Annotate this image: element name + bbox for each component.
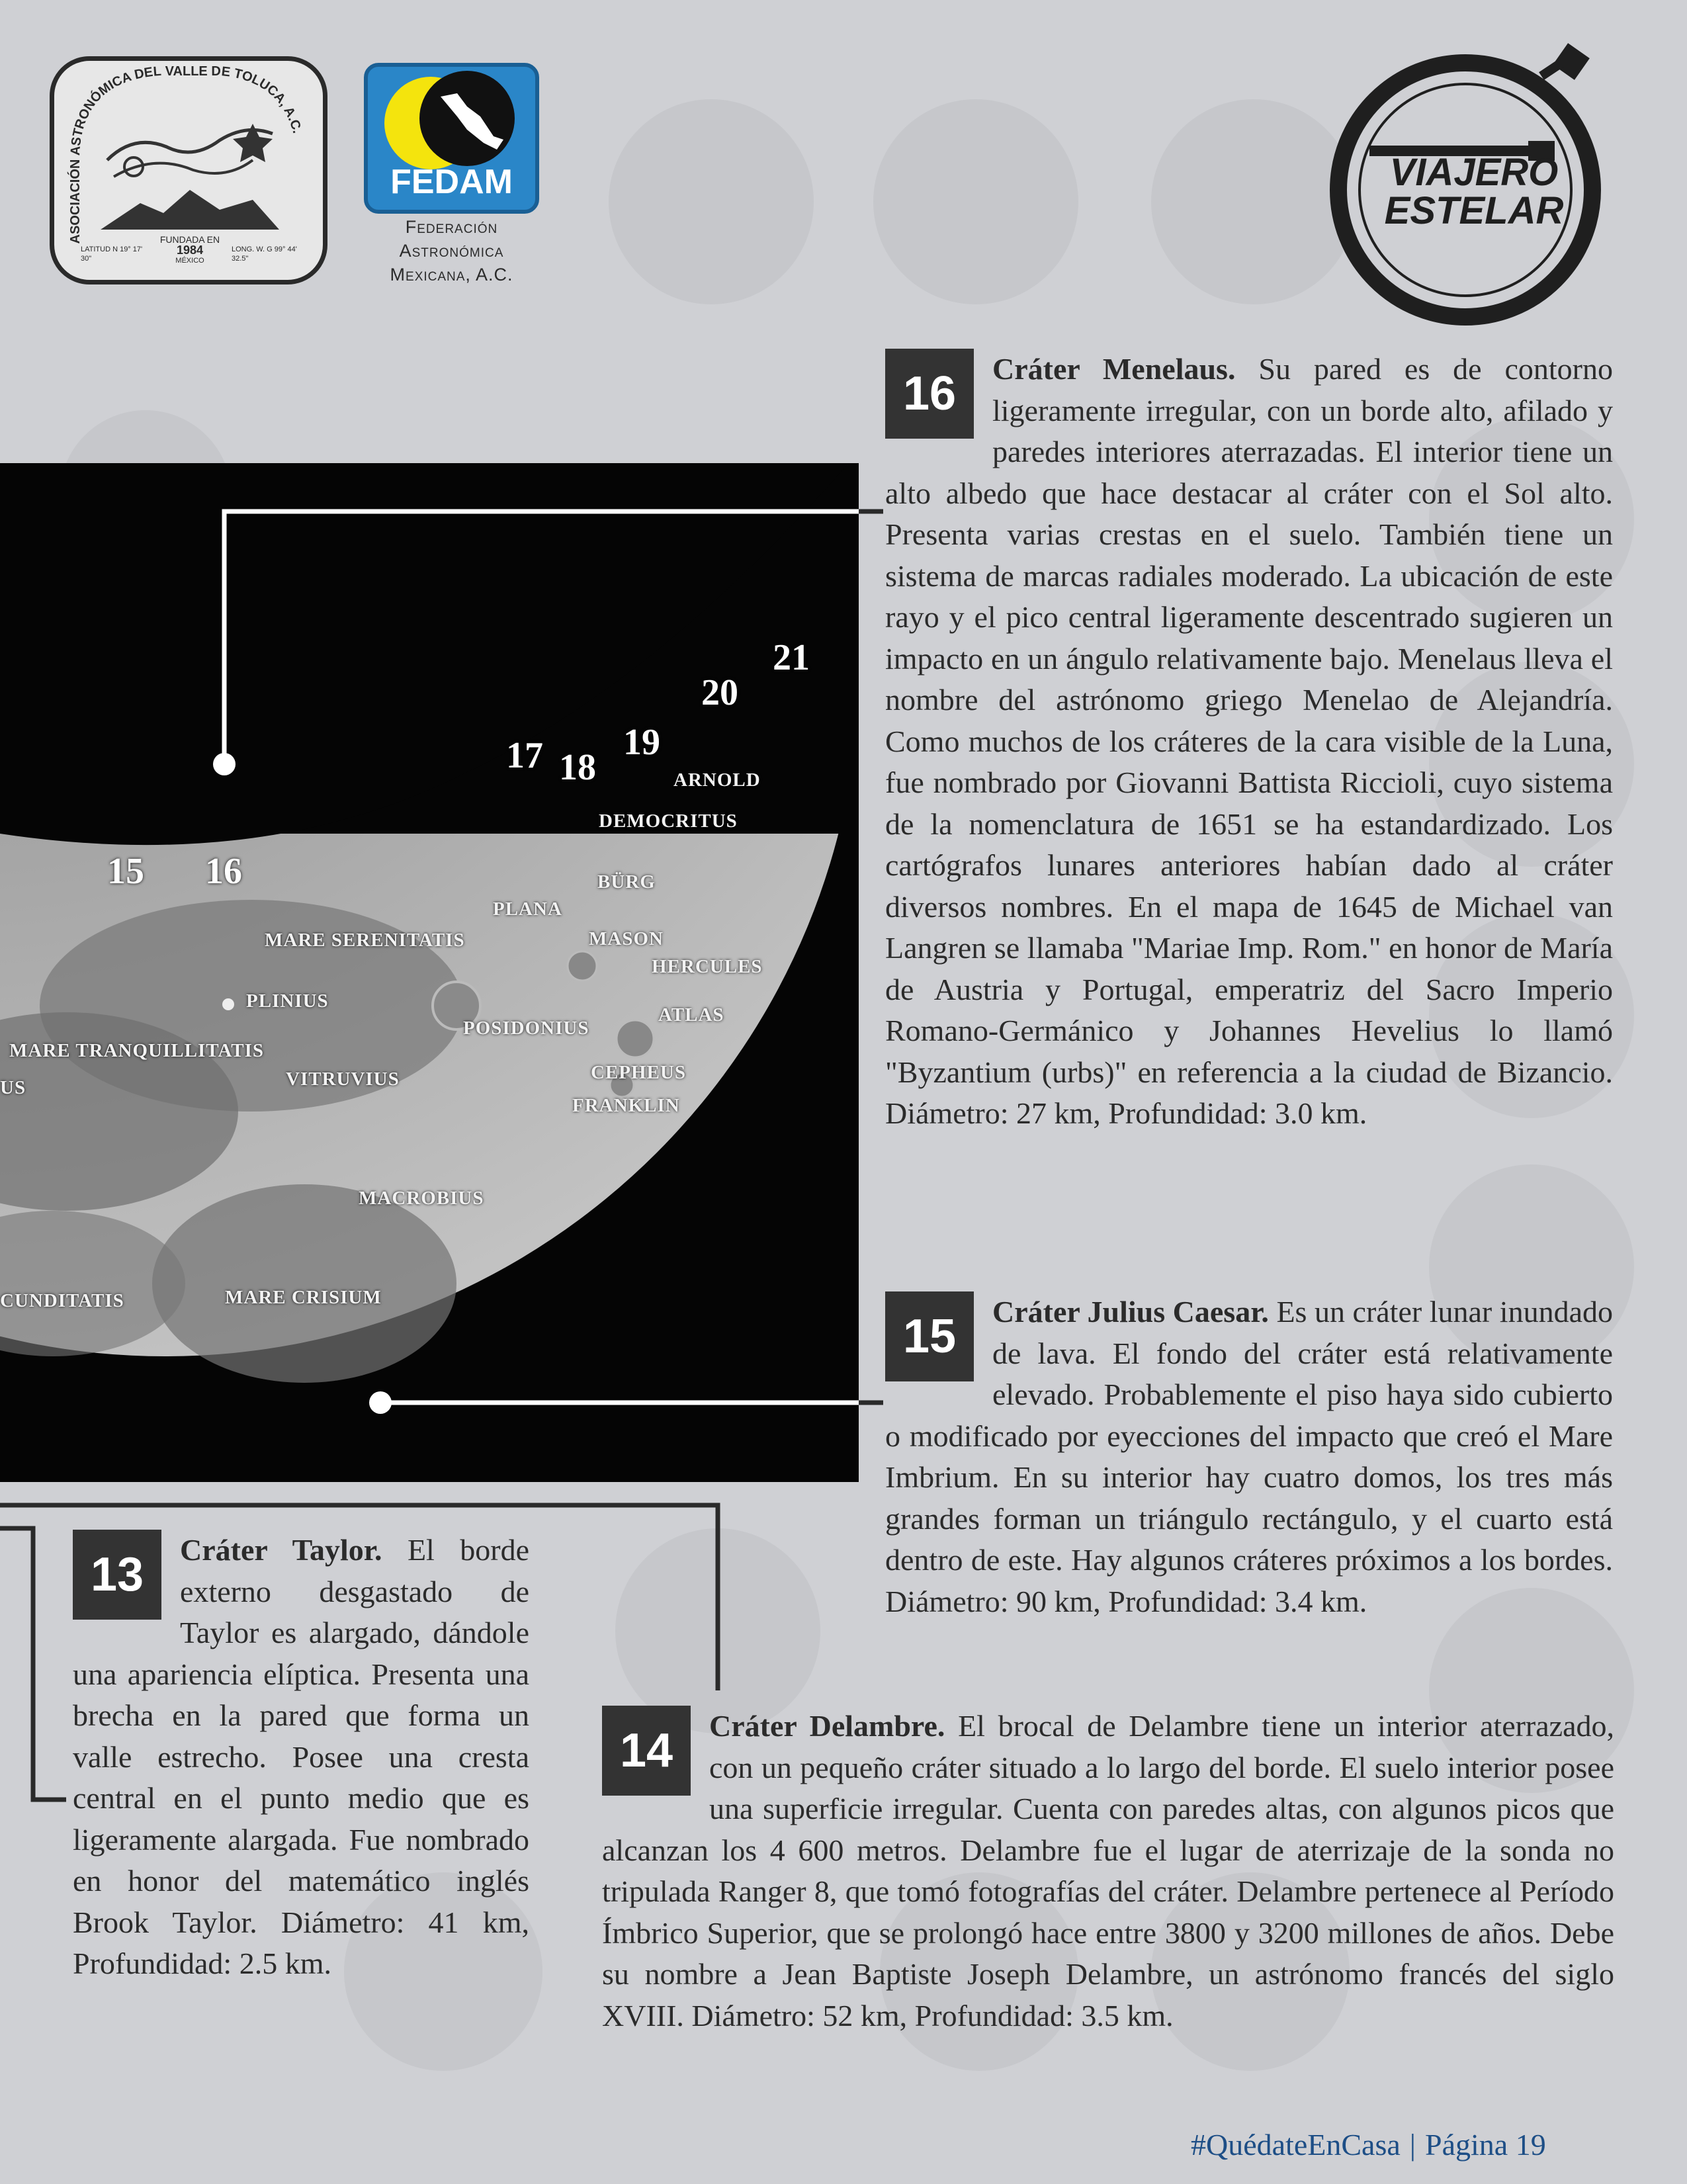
- page-footer: [1191, 2127, 1546, 2162]
- label-mason: MASON: [589, 928, 664, 949]
- label-burg: BÜRG: [597, 871, 656, 893]
- avt-founded-place: MÉXICO: [175, 257, 204, 265]
- entry-body-delambre: El brocal de Delambre tiene un interior aterrazado, con un pequeño cráter situado a lo largo del borde. El suelo interior posee una superficie irregular. Cuenta con paredes altas, con algunos picos que alcanzan los 4 600 metros. Delambre fue el lugar de aterrizaje de la sonda no tripulada Ranger 8, que tomó fotografías del cráter. Delambre pertenece al Período Ímbrico Superior, que se prolongó hace entre 3800 y 3200 millones de años. Debe su nombre a Jean Baptiste Joseph Delambre, un astrónomo francés del siglo XVIII. Diámetro: 52 km, Profundidad: 3.5 km.: [602, 1709, 1615, 2032]
- entry-title-taylor: Cráter Taylor.: [180, 1533, 382, 1567]
- label-cunditatis: CUNDITATIS: [0, 1290, 124, 1311]
- entry-body-menelaus: Su pared es de contorno ligeramente irregular, con un borde alto, afilado y paredes interiores aterrazadas. El interior tiene un alto albedo que hace destacar al cráter con el Sol alto. Presenta varias crestas en el suelo. También tiene un sistema de marcas radiales moderado. La ubicación de este rayo y el pico central ligeramente descentrado sugieren un impacto en un ángulo relativamente bajo. Menelaus lleva el nombre del astrónomo griego Menelao de Alejandría. Como muchos de los cráteres de la cara visible de la Luna, fue nombrado por Giovanni Battista Riccioli, cuyo sistema de la nomenclatura de 1651 se ha estandardizado. Los cartógrafos lunares anteriores habían dado al cráter diversos nombres. En el mapa de 1645 de Michael van Langren se llamaba "Mariae Imp. Rom." en honor de María de Austria y Portugal, emperatriz del Sacro Imperio Romano-Germánico y Johannes Hevelius lo llamó "Byzantium (urbs)" en referencia a la ciudad de Bizancio. Diámetro: 27 km, Profundidad: 3.0 km.: [885, 352, 1613, 1130]
- label-hercules: HERCULES: [652, 956, 763, 977]
- crater-number-15: 15: [107, 851, 144, 892]
- label-democritus: DEMOCRITUS: [599, 810, 738, 832]
- label-mare-serenitatis: MARE SERENITATIS: [265, 930, 465, 951]
- background-moon-decoration: [873, 99, 1078, 304]
- crater-number-21: 21: [773, 637, 810, 678]
- entry-body-taylor: El borde externo desgastado de Taylor es alargado, dándole una apariencia elíptica. Presenta una brecha en la pared que forma un valle estrecho. Posee una cresta central en el punto medio que es ligeramente alargada. Fue nombrado en honor del matemático inglés Brook Taylor. Diámetro: 41 km, Profundidad: 2.5 km.: [73, 1533, 529, 1980]
- badge-15: 15: [885, 1291, 974, 1381]
- entry-title-delambre: Cráter Delambre.: [709, 1709, 945, 1743]
- entry-julius-caesar: [885, 1291, 1613, 1622]
- entry-title-julius-caesar: Cráter Julius Caesar.: [992, 1295, 1269, 1329]
- label-plana: PLANA: [493, 898, 562, 920]
- background-moon-decoration: [609, 99, 814, 304]
- label-mare-tranquillitatis: MARE TRANQUILLITATIS: [9, 1040, 264, 1061]
- viajero-line-1: VIAJERO: [1389, 151, 1559, 194]
- label-arnold: ARNOLD: [673, 769, 761, 791]
- crater-number-18: 18: [559, 747, 596, 788]
- fedam-wordmark: FEDAM: [390, 163, 513, 201]
- avt-founded-year: 1984: [176, 243, 204, 257]
- crater-number-17: 17: [506, 735, 543, 776]
- entry-delambre: [602, 1706, 1614, 2036]
- label-cepheus: CEPHEUS: [591, 1062, 686, 1083]
- avt-ring-text: ASOCIACIÓN ASTRONÓMICA DEL VALLE DE TOLUCA, A.C.: [67, 64, 305, 244]
- entry-taylor: [73, 1530, 529, 1985]
- footer-page-number: Página 19: [1425, 2128, 1546, 2162]
- background-moon-decoration: [615, 1528, 820, 1733]
- avt-logo: [50, 56, 327, 284]
- label-macrobius: MACROBIUS: [359, 1188, 484, 1209]
- label-atlas: ATLAS: [658, 1004, 724, 1026]
- fedam-logo: [364, 63, 539, 214]
- moon-photo: [0, 463, 859, 1482]
- entry-title-menelaus: Cráter Menelaus.: [992, 352, 1236, 386]
- fedam-subtitle: [351, 215, 552, 286]
- entry-menelaus: [885, 349, 1613, 1135]
- avt-founded-label: FUNDADA EN: [159, 234, 220, 245]
- viajero-line-2: ESTELAR: [1384, 189, 1564, 232]
- label-posidonius: POSIDONIUS: [463, 1018, 589, 1039]
- label-mare-crisium: MARE CRISIUM: [225, 1287, 382, 1308]
- footer-hashtag: #QuédateEnCasa: [1191, 2128, 1401, 2162]
- fedam-line-3: Mexicana, A.C.: [390, 265, 513, 284]
- badge-13: 13: [73, 1530, 161, 1620]
- fedam-line-2: Astronómica: [399, 241, 504, 261]
- footer-separator: |: [1409, 2128, 1416, 2162]
- label-franklin: FRANKLIN: [572, 1095, 680, 1116]
- crater-number-16: 16: [205, 851, 242, 892]
- viajero-wordmark: [1362, 153, 1586, 230]
- background-moon-decoration: [1151, 99, 1356, 304]
- crater-number-20: 20: [701, 672, 738, 713]
- crater-number-19: 19: [623, 722, 660, 763]
- badge-16: 16: [885, 349, 974, 439]
- fedam-line-1: Federación: [405, 217, 498, 237]
- entry-body-julius-caesar: Es un cráter lunar inundado de lava. El fondo del cráter está relativamente elevado. Probablemente el piso haya sido cubierto o modificado por eyecciones del impacto que creó el Mare Imbrium. En su interior hay cuatro domos, los tres más grandes forman un triángulo rectángulo, y el cuarto está dentro de este. Hay algunos cráteres próximos a los bordes. Diámetro: 90 km, Profundidad: 3.4 km.: [885, 1295, 1613, 1618]
- badge-14: 14: [602, 1706, 691, 1796]
- avt-longitude: LONG. W. G 99° 44' 32.5": [232, 245, 297, 263]
- label-us: US: [0, 1077, 26, 1098]
- label-plinius: PLINIUS: [246, 990, 329, 1012]
- avt-latitude: LATITUD N 19° 17' 30": [81, 245, 143, 263]
- label-vitruvius: VITRUVIUS: [286, 1069, 400, 1090]
